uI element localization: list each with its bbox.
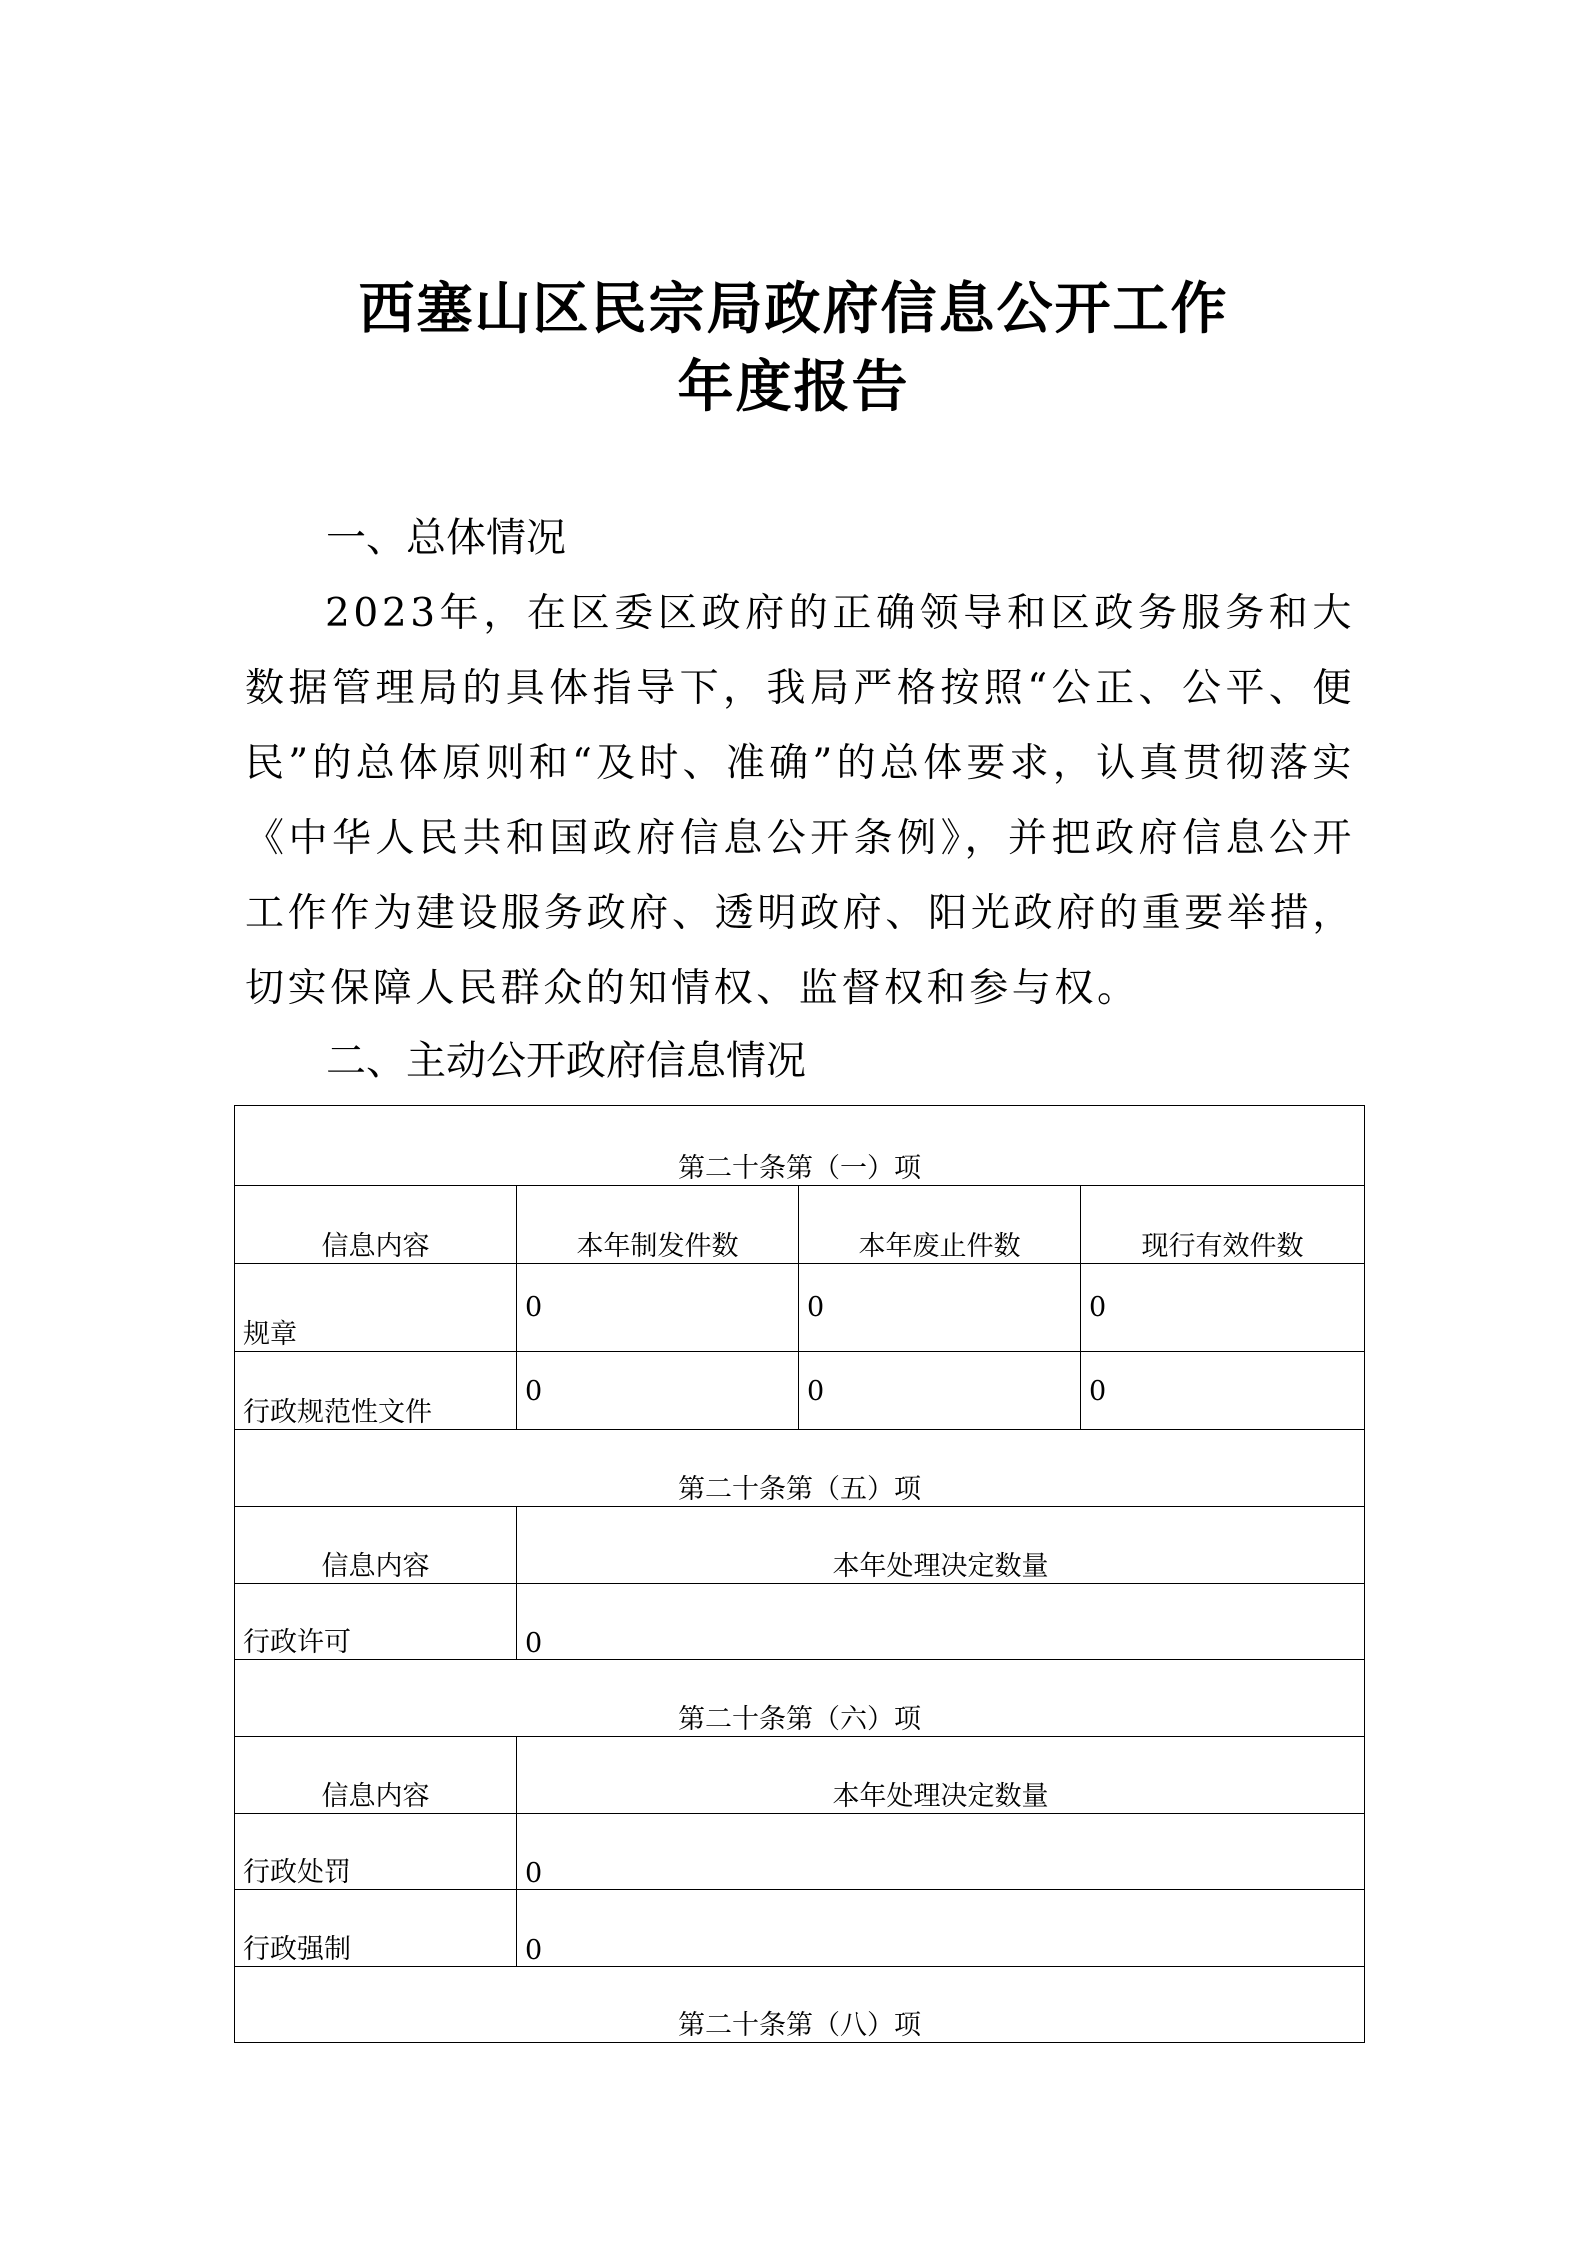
column-header: 现行有效件数 bbox=[1081, 1186, 1365, 1264]
art20-5-title: 第二十条第（五）项 bbox=[235, 1430, 1365, 1507]
section-1-heading: 一、总体情况 bbox=[326, 515, 566, 561]
section-2-heading: 二、主动公开政府信息情况 bbox=[326, 1038, 806, 1084]
table-section-row bbox=[235, 1430, 1365, 1507]
table-row bbox=[235, 1264, 1365, 1352]
column-header: 本年废止件数 bbox=[799, 1186, 1081, 1264]
row-label: 行政强制 bbox=[235, 1890, 517, 1967]
table-section-row bbox=[235, 1660, 1365, 1737]
cell-value: 0 bbox=[1081, 1352, 1365, 1430]
row-label: 行政处罚 bbox=[235, 1814, 517, 1890]
art20-6-title: 第二十条第（六）项 bbox=[235, 1660, 1365, 1737]
cell-value: 0 bbox=[517, 1352, 799, 1430]
cell-value: 0 bbox=[517, 1264, 799, 1352]
art20-8-title: 第二十条第（八）项 bbox=[235, 1967, 1365, 2043]
table-section-row bbox=[235, 1967, 1365, 2043]
column-header: 本年处理决定数量 bbox=[517, 1507, 1365, 1584]
table-row bbox=[235, 1890, 1365, 1967]
report-title-line-2: 年度报告 bbox=[677, 355, 910, 420]
table-section-row bbox=[235, 1106, 1365, 1186]
table-row bbox=[235, 1352, 1365, 1430]
table-header-row bbox=[235, 1507, 1365, 1584]
art20-1-title: 第二十条第（一）项 bbox=[235, 1106, 1365, 1186]
table-row bbox=[235, 1584, 1365, 1660]
cell-value: 0 bbox=[517, 1890, 1365, 1967]
row-label: 行政许可 bbox=[235, 1584, 517, 1660]
cell-value: 0 bbox=[799, 1352, 1081, 1430]
cell-value: 0 bbox=[517, 1584, 1365, 1660]
cell-value: 0 bbox=[1081, 1264, 1365, 1352]
column-header: 信息内容 bbox=[235, 1737, 517, 1814]
column-header: 本年处理决定数量 bbox=[517, 1737, 1365, 1814]
row-label: 规章 bbox=[235, 1264, 517, 1352]
column-header: 本年制发件数 bbox=[517, 1186, 799, 1264]
cell-value: 0 bbox=[799, 1264, 1081, 1352]
table-row bbox=[235, 1814, 1365, 1890]
disclosure-table bbox=[234, 1105, 1365, 2043]
column-header: 信息内容 bbox=[235, 1186, 517, 1264]
table-header-row bbox=[235, 1737, 1365, 1814]
section-1-body: 2023年，在区委区政府的正确领导和区政务服务和大数据管理局的具体指导下，我局严格按照“公正、公平、便民”的总体原则和“及时、准确”的总体要求，认真贯彻落实《中华人民共和国政府信息公开条例》，并把政府信息公开工作作为建设服务政府、透明政府、阳光政府的重要举措，切实保障人民群众的知情权、监督权和参与权。 bbox=[245, 591, 1355, 1011]
row-label: 行政规范性文件 bbox=[235, 1352, 517, 1430]
column-header: 信息内容 bbox=[235, 1507, 517, 1584]
report-title-line-1: 西塞山区民宗局政府信息公开工作 bbox=[358, 277, 1229, 342]
table-header-row bbox=[235, 1186, 1365, 1264]
cell-value: 0 bbox=[517, 1814, 1365, 1890]
